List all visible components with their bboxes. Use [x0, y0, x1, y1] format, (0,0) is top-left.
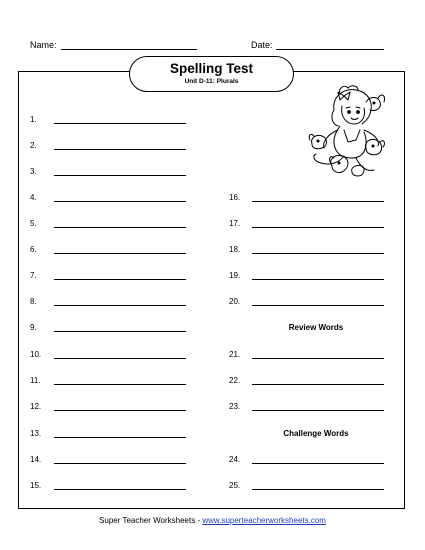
item-number: 20.	[229, 297, 241, 306]
answer-line[interactable]	[252, 358, 384, 359]
answer-line[interactable]	[252, 410, 384, 411]
item-number: 17.	[229, 219, 241, 228]
answer-line[interactable]	[54, 175, 186, 176]
item-number: 2.	[30, 141, 37, 150]
footer	[0, 516, 425, 526]
answer-line[interactable]	[54, 279, 186, 280]
item-number: 8.	[30, 297, 37, 306]
answer-line[interactable]	[54, 384, 186, 385]
girl-with-puppies-illustration	[304, 84, 392, 180]
footer-link[interactable]: www.superteacherworksheets.com	[202, 516, 326, 525]
answer-line[interactable]	[54, 331, 186, 332]
item-number: 3.	[30, 167, 37, 176]
answer-line[interactable]	[54, 149, 186, 150]
item-number: 23.	[229, 402, 241, 411]
item-number: 14.	[30, 455, 42, 464]
answer-line[interactable]	[252, 227, 384, 228]
answer-line[interactable]	[54, 489, 186, 490]
name-label: Name:	[30, 40, 57, 50]
answer-line[interactable]	[54, 201, 186, 202]
item-number: 15.	[30, 481, 42, 490]
item-number: 11.	[30, 376, 41, 385]
page-subtitle: Unit D-11: Plurals	[184, 78, 239, 85]
answer-line[interactable]	[54, 358, 186, 359]
item-number: 5.	[30, 219, 37, 228]
answer-line[interactable]	[54, 227, 186, 228]
title-banner	[129, 56, 294, 92]
date-underline[interactable]	[276, 49, 384, 50]
name-underline[interactable]	[61, 49, 197, 50]
item-number: 21.	[229, 350, 241, 359]
name-field[interactable]	[30, 40, 57, 50]
answer-line[interactable]	[252, 305, 384, 306]
item-number: 18.	[229, 245, 241, 254]
footer-credit: Super Teacher Worksheets -	[99, 516, 203, 525]
item-number: 12.	[30, 402, 42, 411]
item-number: 10.	[30, 350, 42, 359]
answer-line[interactable]	[252, 201, 384, 202]
answer-line[interactable]	[54, 253, 186, 254]
date-label: Date:	[251, 40, 273, 50]
item-number: 7.	[30, 271, 37, 280]
answer-line[interactable]	[252, 253, 384, 254]
answer-line[interactable]	[54, 123, 186, 124]
review-words-heading: Review Words	[288, 323, 344, 332]
item-number: 6.	[30, 245, 37, 254]
answer-line[interactable]	[252, 463, 384, 464]
answer-line[interactable]	[54, 410, 186, 411]
answer-line[interactable]	[252, 384, 384, 385]
item-number: 24.	[229, 455, 241, 464]
item-number: 1.	[30, 115, 37, 124]
item-number: 25.	[229, 481, 241, 490]
answer-line[interactable]	[252, 489, 384, 490]
item-number: 13.	[30, 429, 42, 438]
item-number: 9.	[30, 323, 37, 332]
date-field[interactable]	[251, 40, 273, 50]
answer-line[interactable]	[54, 437, 186, 438]
answer-line[interactable]	[54, 305, 186, 306]
challenge-words-heading: Challenge Words	[283, 429, 349, 438]
item-number: 19.	[229, 271, 241, 280]
answer-line[interactable]	[54, 463, 186, 464]
item-number: 22.	[229, 376, 241, 385]
answer-line[interactable]	[252, 279, 384, 280]
item-number: 16.	[229, 193, 241, 202]
page-title: Spelling Test	[169, 61, 253, 76]
item-number: 4.	[30, 193, 37, 202]
